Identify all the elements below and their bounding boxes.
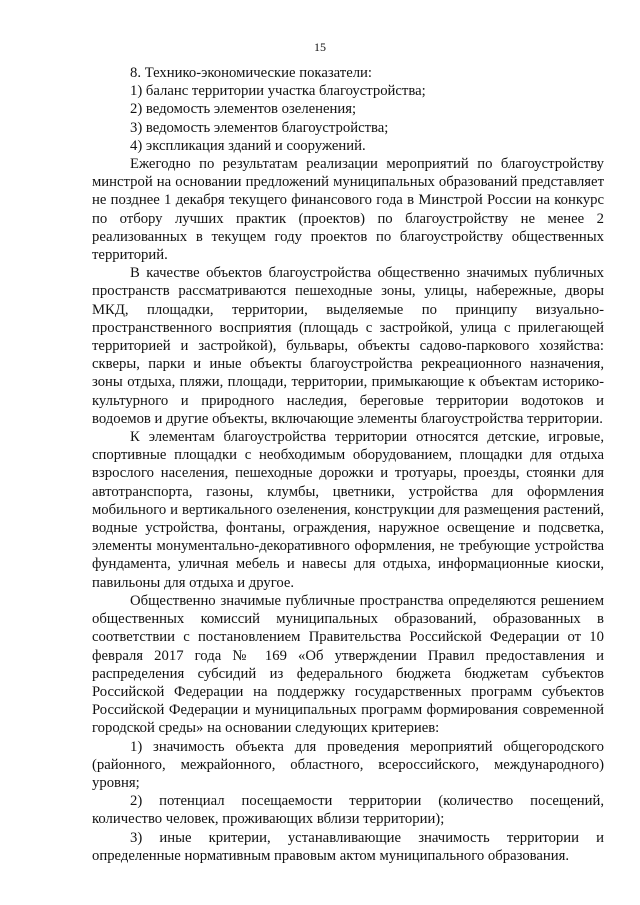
paragraph-public-spaces-definition: Общественно значимые публичные пространства определяются решением общественных комиссий муниципальных образований, образованных в соответствии с постановлением Правительства Российской Федерации от 10 февраля 2017 года № 169 «Об утверждении Правил предоставления и распределения субсидий из федерального бюджета бюджетам субъектов Российской Федерации на поддержку государственных программ субъектов Российской Федерации и муниципальных программ формирования современной городской среды» на основании следующих критериев: <box>92 592 604 737</box>
list-item: 2) ведомость элементов озеленения; <box>130 101 357 118</box>
list-item: 1) баланс территории участка благоустройства; <box>130 83 426 100</box>
criterion-item: 1) значимость объекта для проведения мероприятий общегородского (районного, межрайонного, областного, всероссийского, международного) уровня; <box>92 738 604 791</box>
list-item: 4) экспликация зданий и сооружений. <box>130 137 366 154</box>
criterion-item: 2) потенциал посещаемости территории (количество посещений, количество человек, проживающих вблизи территории); <box>92 793 604 828</box>
list-item: 3) ведомость элементов благоустройства; <box>130 119 389 136</box>
section-heading-technical-indicators: 8. Технико-экономические показатели: <box>130 65 372 81</box>
page-number: 15 <box>314 40 326 54</box>
criterion-item: 3) иные критерии, устанавливающие значимость территории и определенные нормативным правовым актом муниципального образования. <box>92 829 604 864</box>
paragraph-improvement-elements: К элементам благоустройства территории относятся детские, игровые, спортивные площадки с необходимым оборудованием, площадки для отдыха взрослого населения, пешеходные дорожки и тротуары, проезды, стоянки для автотранспорта, газоны, клумбы, цветники, устройства для оформления мобильного и вертикального озеленения, конструкции для размещения растений, водные устройства, фонтаны, ограждения, наружное освещение и подсветка, элементы монументально-декоративного оформления, не требующие устройства фундамента, уличная мебель и навесы для отдыха, информационные киоски, павильоны для отдыха и другое. <box>92 429 604 591</box>
paragraph-annual-contest: Ежегодно по результатам реализации мероприятий по благоустройству минстрой на основании предложений муниципальных образований представляет не позднее 1 декабря текущего финансового года в Минстрой России на конкурс по отбору лучших практик (проектов) по благоустройству не менее 2 реализованных в текущем году проектов по благоустройству общественных территорий. <box>92 156 604 264</box>
paragraph-public-spaces-objects: В качестве объектов благоустройства общественно значимых публичных пространств рассматриваются пешеходные зоны, улицы, набережные, дворы МКД, площадки, территории, выделяемые по принципу визуально-пространственного восприятия (площадь с застройкой, улица с прилегающей территорией и застройкой), бульвары, объекты садово-паркового хозяйства: скверы, парки и иные объекты благоустройства рекреационного назначения, зоны отдыха, пляжи, площади, территории, примыкающие к объектам историко-культурного и природного наследия, береговые территории водотоков и водоемов и другие объекты, включающие элементы благоустройства территории. <box>92 265 604 427</box>
document-body <box>92 64 604 865</box>
